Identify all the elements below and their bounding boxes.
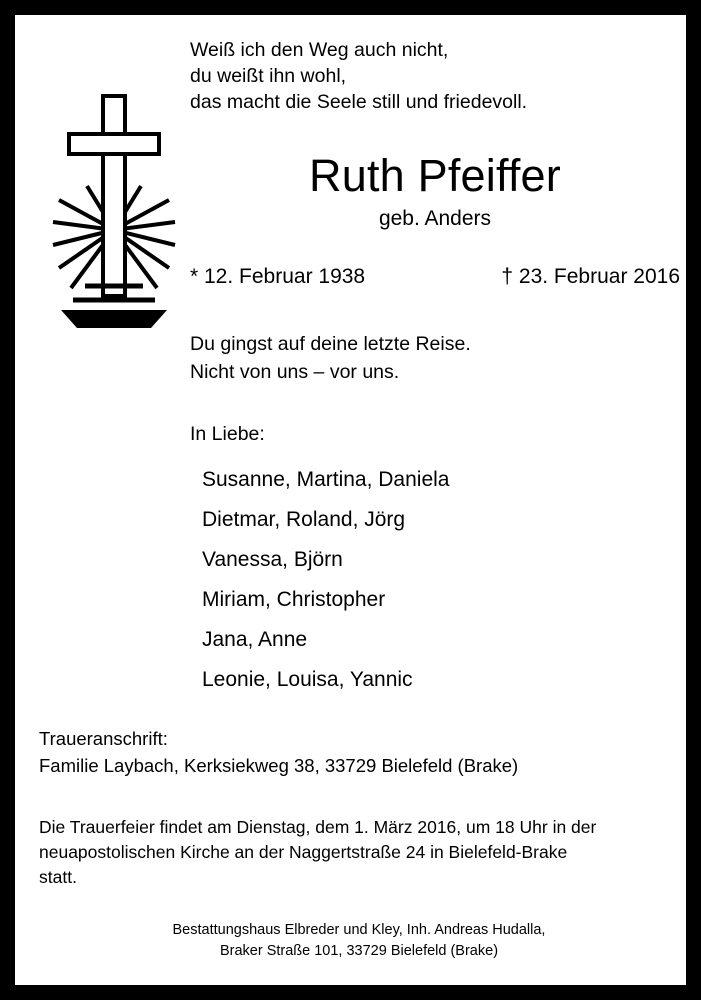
life-dates	[190, 263, 680, 291]
verse-top-line: du weißt ihn wohl,	[190, 65, 347, 87]
mourning-address	[39, 725, 679, 779]
ceremony-line: Die Trauerfeier findet am Dienstag, dem 1. März 2016, um 18 Uhr in der	[39, 817, 597, 837]
survivor-line: Leonie, Louisa, Yannic	[202, 668, 413, 691]
survivor-line: Susanne, Martina, Daniela	[202, 468, 450, 491]
survivor-line: Miriam, Christopher	[202, 588, 386, 611]
funeral-home-credit	[39, 920, 679, 962]
in-love-label: In Liebe:	[190, 423, 265, 445]
survivor-line: Jana, Anne	[202, 628, 308, 651]
ceremony-line: neuapostolischen Kirche an der Naggertstraße 24 in Bielefeld-Brake	[39, 842, 568, 862]
survivor-line: Dietmar, Roland, Jörg	[202, 508, 406, 531]
cross-with-rays-icon	[39, 90, 189, 335]
verse-top-line: Weiß ich den Weg auch nicht,	[190, 39, 449, 61]
survivor-line: Vanessa, Björn	[202, 548, 343, 571]
death-date: † 23. Februar 2016	[501, 265, 680, 288]
deceased-name: Ruth Pfeiffer	[309, 150, 561, 201]
verse-second-line: Du gingst auf deine letzte Reise.	[190, 333, 471, 355]
verse-top	[190, 37, 670, 115]
funeral-home-line: Bestattungshaus Elbreder und Kley, Inh. Andreas Hudalla,	[172, 922, 546, 938]
maiden-name: geb. Anders	[378, 207, 492, 230]
survivors-list	[190, 460, 670, 700]
verse-top-line: das macht die Seele still und friedevoll.	[190, 91, 528, 113]
mourning-address-line: Familie Laybach, Kerksiekweg 38, 33729 Bielefeld (Brake)	[39, 755, 519, 776]
funeral-home-line: Braker Straße 101, 33729 Bielefeld (Brake)	[219, 943, 499, 959]
ceremony-details	[39, 815, 684, 890]
ceremony-line: statt.	[39, 867, 77, 887]
obituary-inner-frame	[13, 13, 688, 987]
verse-second	[190, 330, 670, 386]
birth-date: * 12. Februar 1938	[190, 265, 366, 288]
mourning-address-label: Traueranschrift:	[39, 728, 168, 749]
name-block	[190, 150, 680, 234]
verse-second-line: Nicht von uns – vor uns.	[190, 361, 400, 383]
